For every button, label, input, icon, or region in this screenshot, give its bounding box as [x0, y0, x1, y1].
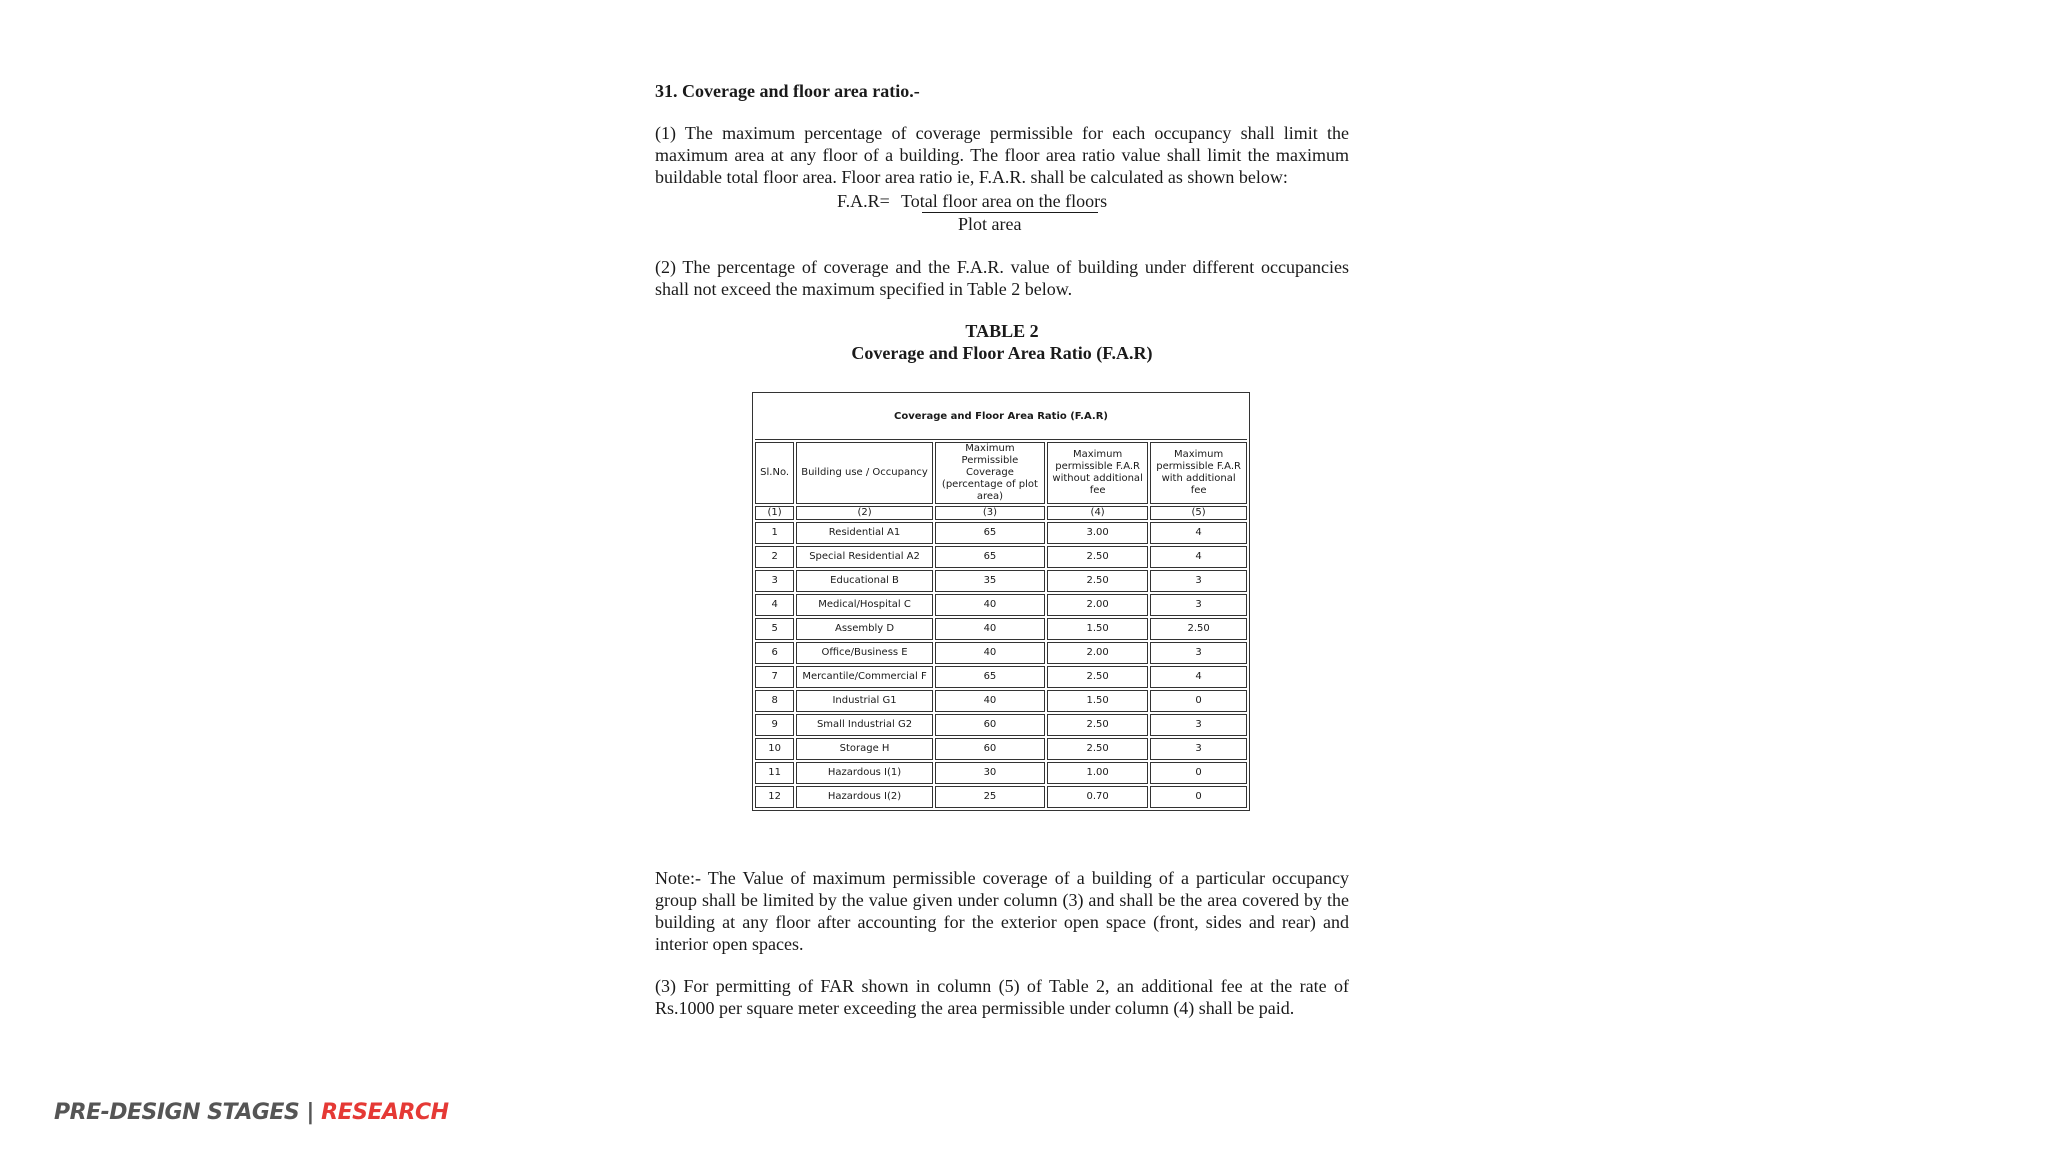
- table-cell: 0: [1150, 786, 1247, 808]
- table-cell: Industrial G1: [796, 690, 933, 712]
- table-cell: 1.00: [1047, 762, 1148, 784]
- formula-numerator: Total floor area on the floors: [901, 191, 1108, 211]
- table-row: [755, 594, 1247, 616]
- footer-research: RESEARCH: [321, 1100, 449, 1125]
- table-row: [755, 618, 1247, 640]
- table-cell: Office/Business E: [796, 642, 933, 664]
- table-cell: 30: [935, 762, 1045, 784]
- section-heading: 31. Coverage and floor area ratio.-: [655, 81, 920, 101]
- table-cell: 1.50: [1047, 618, 1148, 640]
- table-cell: 4: [1150, 522, 1247, 544]
- table-cell: Hazardous I(2): [796, 786, 933, 808]
- table-cell: 60: [935, 738, 1045, 760]
- column-header: Maximum permissible F.A.R with additional fee: [1150, 442, 1247, 504]
- table-cell: Storage H: [796, 738, 933, 760]
- table-cell: 10: [755, 738, 794, 760]
- table-cell: 65: [935, 522, 1045, 544]
- table-cell: Special Residential A2: [796, 546, 933, 568]
- table-cell: 3: [1150, 642, 1247, 664]
- formula-denominator: Plot area: [958, 214, 1022, 234]
- footer-label: [54, 1100, 449, 1125]
- table-cell: 8: [755, 690, 794, 712]
- column-header: Maximum Permissible Coverage (percentage of plot area): [935, 442, 1045, 504]
- column-number: (4): [1047, 506, 1148, 520]
- table-cell: Small Industrial G2: [796, 714, 933, 736]
- table-cell: 1.50: [1047, 690, 1148, 712]
- table-cell: 35: [935, 570, 1045, 592]
- table-cell: 60: [935, 714, 1045, 736]
- table-body: [755, 522, 1247, 808]
- table-row: [755, 714, 1247, 736]
- table-cell: 2.50: [1150, 618, 1247, 640]
- table-row: [755, 570, 1247, 592]
- table-cell: 65: [935, 546, 1045, 568]
- column-number: (5): [1150, 506, 1247, 520]
- table-cell: 9: [755, 714, 794, 736]
- table-row: [755, 546, 1247, 568]
- table-cell: 40: [935, 594, 1045, 616]
- table-cell: Educational B: [796, 570, 933, 592]
- table-cell: 2.50: [1047, 570, 1148, 592]
- table-cell: 3: [1150, 570, 1247, 592]
- table-cell: 5: [755, 618, 794, 640]
- note-paragraph: Note:- The Value of maximum permissible coverage of a building of a particular occupancy group shall be limited by the value given under column (3) and shall be the area covered by the building at any floor after accounting for the exterior open space (front, sides and rear) and interior open spaces.: [655, 868, 1349, 954]
- table-cell: 2.50: [1047, 714, 1148, 736]
- table-title: Coverage and Floor Area Ratio (F.A.R): [851, 343, 1153, 363]
- table-cell: 3.00: [1047, 522, 1148, 544]
- table-caption: Coverage and Floor Area Ratio (F.A.R): [755, 395, 1247, 440]
- table-cell: Medical/Hospital C: [796, 594, 933, 616]
- table-cell: 0: [1150, 762, 1247, 784]
- table-cell: 2.50: [1047, 666, 1148, 688]
- paragraph-1: (1) The maximum percentage of coverage permissible for each occupancy shall limit the maximum area at any floor of a building. The floor area ratio value shall limit the maximum buildable total floor area. Floor area ratio ie, F.A.R. shall be calculated as shown below:: [655, 123, 1349, 187]
- table-cell: 3: [1150, 594, 1247, 616]
- table-cell: 2.00: [1047, 594, 1148, 616]
- document-page: [655, 80, 1349, 1019]
- table-figure: [752, 392, 1250, 811]
- table-cell: 3: [755, 570, 794, 592]
- table-cell: 4: [755, 594, 794, 616]
- table-row: [755, 738, 1247, 760]
- table-cell: 0: [1150, 690, 1247, 712]
- table-row: [755, 690, 1247, 712]
- column-header: Building use / Occupancy: [796, 442, 933, 504]
- column-header: Sl.No.: [755, 442, 794, 504]
- header-row: [755, 442, 1247, 504]
- table-cell: 25: [935, 786, 1045, 808]
- table-cell: 40: [935, 618, 1045, 640]
- column-number-row: [755, 506, 1247, 520]
- table-cell: Assembly D: [796, 618, 933, 640]
- table-row: [755, 522, 1247, 544]
- paragraph-3: (3) For permitting of FAR shown in column (5) of Table 2, an additional fee at the rate of Rs.1000 per square meter exceeding the area permissible under column (4) shall be paid.: [655, 976, 1349, 1018]
- table-row: [755, 786, 1247, 808]
- table-cell: Residential A1: [796, 522, 933, 544]
- table-cell: 0.70: [1047, 786, 1148, 808]
- table-cell: Mercantile/Commercial F: [796, 666, 933, 688]
- table-row: [755, 666, 1247, 688]
- table-cell: 65: [935, 666, 1045, 688]
- table-cell: 7: [755, 666, 794, 688]
- table-cell: 11: [755, 762, 794, 784]
- table-cell: 4: [1150, 546, 1247, 568]
- table-row: [755, 642, 1247, 664]
- formula-lhs: F.A.R=: [837, 191, 890, 211]
- table-cell: 1: [755, 522, 794, 544]
- far-table: [752, 392, 1250, 811]
- column-header: Maximum permissible F.A.R without additional fee: [1047, 442, 1148, 504]
- table-row: [755, 762, 1247, 784]
- column-number: (2): [796, 506, 933, 520]
- table-label: TABLE 2: [965, 321, 1039, 341]
- far-formula: [655, 190, 1349, 236]
- table-cell: 2.00: [1047, 642, 1148, 664]
- table-cell: 40: [935, 690, 1045, 712]
- paragraph-2: (2) The percentage of coverage and the F.A.R. value of building under different occupancies shall not exceed the maximum specified in Table 2 below.: [655, 257, 1349, 299]
- table-cell: 40: [935, 642, 1045, 664]
- table-cell: 2: [755, 546, 794, 568]
- column-number: (1): [755, 506, 794, 520]
- table-cell: 4: [1150, 666, 1247, 688]
- table-cell: 3: [1150, 714, 1247, 736]
- table-cell: 2.50: [1047, 738, 1148, 760]
- table-cell: 12: [755, 786, 794, 808]
- table-cell: 3: [1150, 738, 1247, 760]
- footer-stage: PRE-DESIGN STAGES |: [54, 1100, 322, 1125]
- table-cell: 2.50: [1047, 546, 1148, 568]
- table-cell: 6: [755, 642, 794, 664]
- column-number: (3): [935, 506, 1045, 520]
- table-cell: Hazardous I(1): [796, 762, 933, 784]
